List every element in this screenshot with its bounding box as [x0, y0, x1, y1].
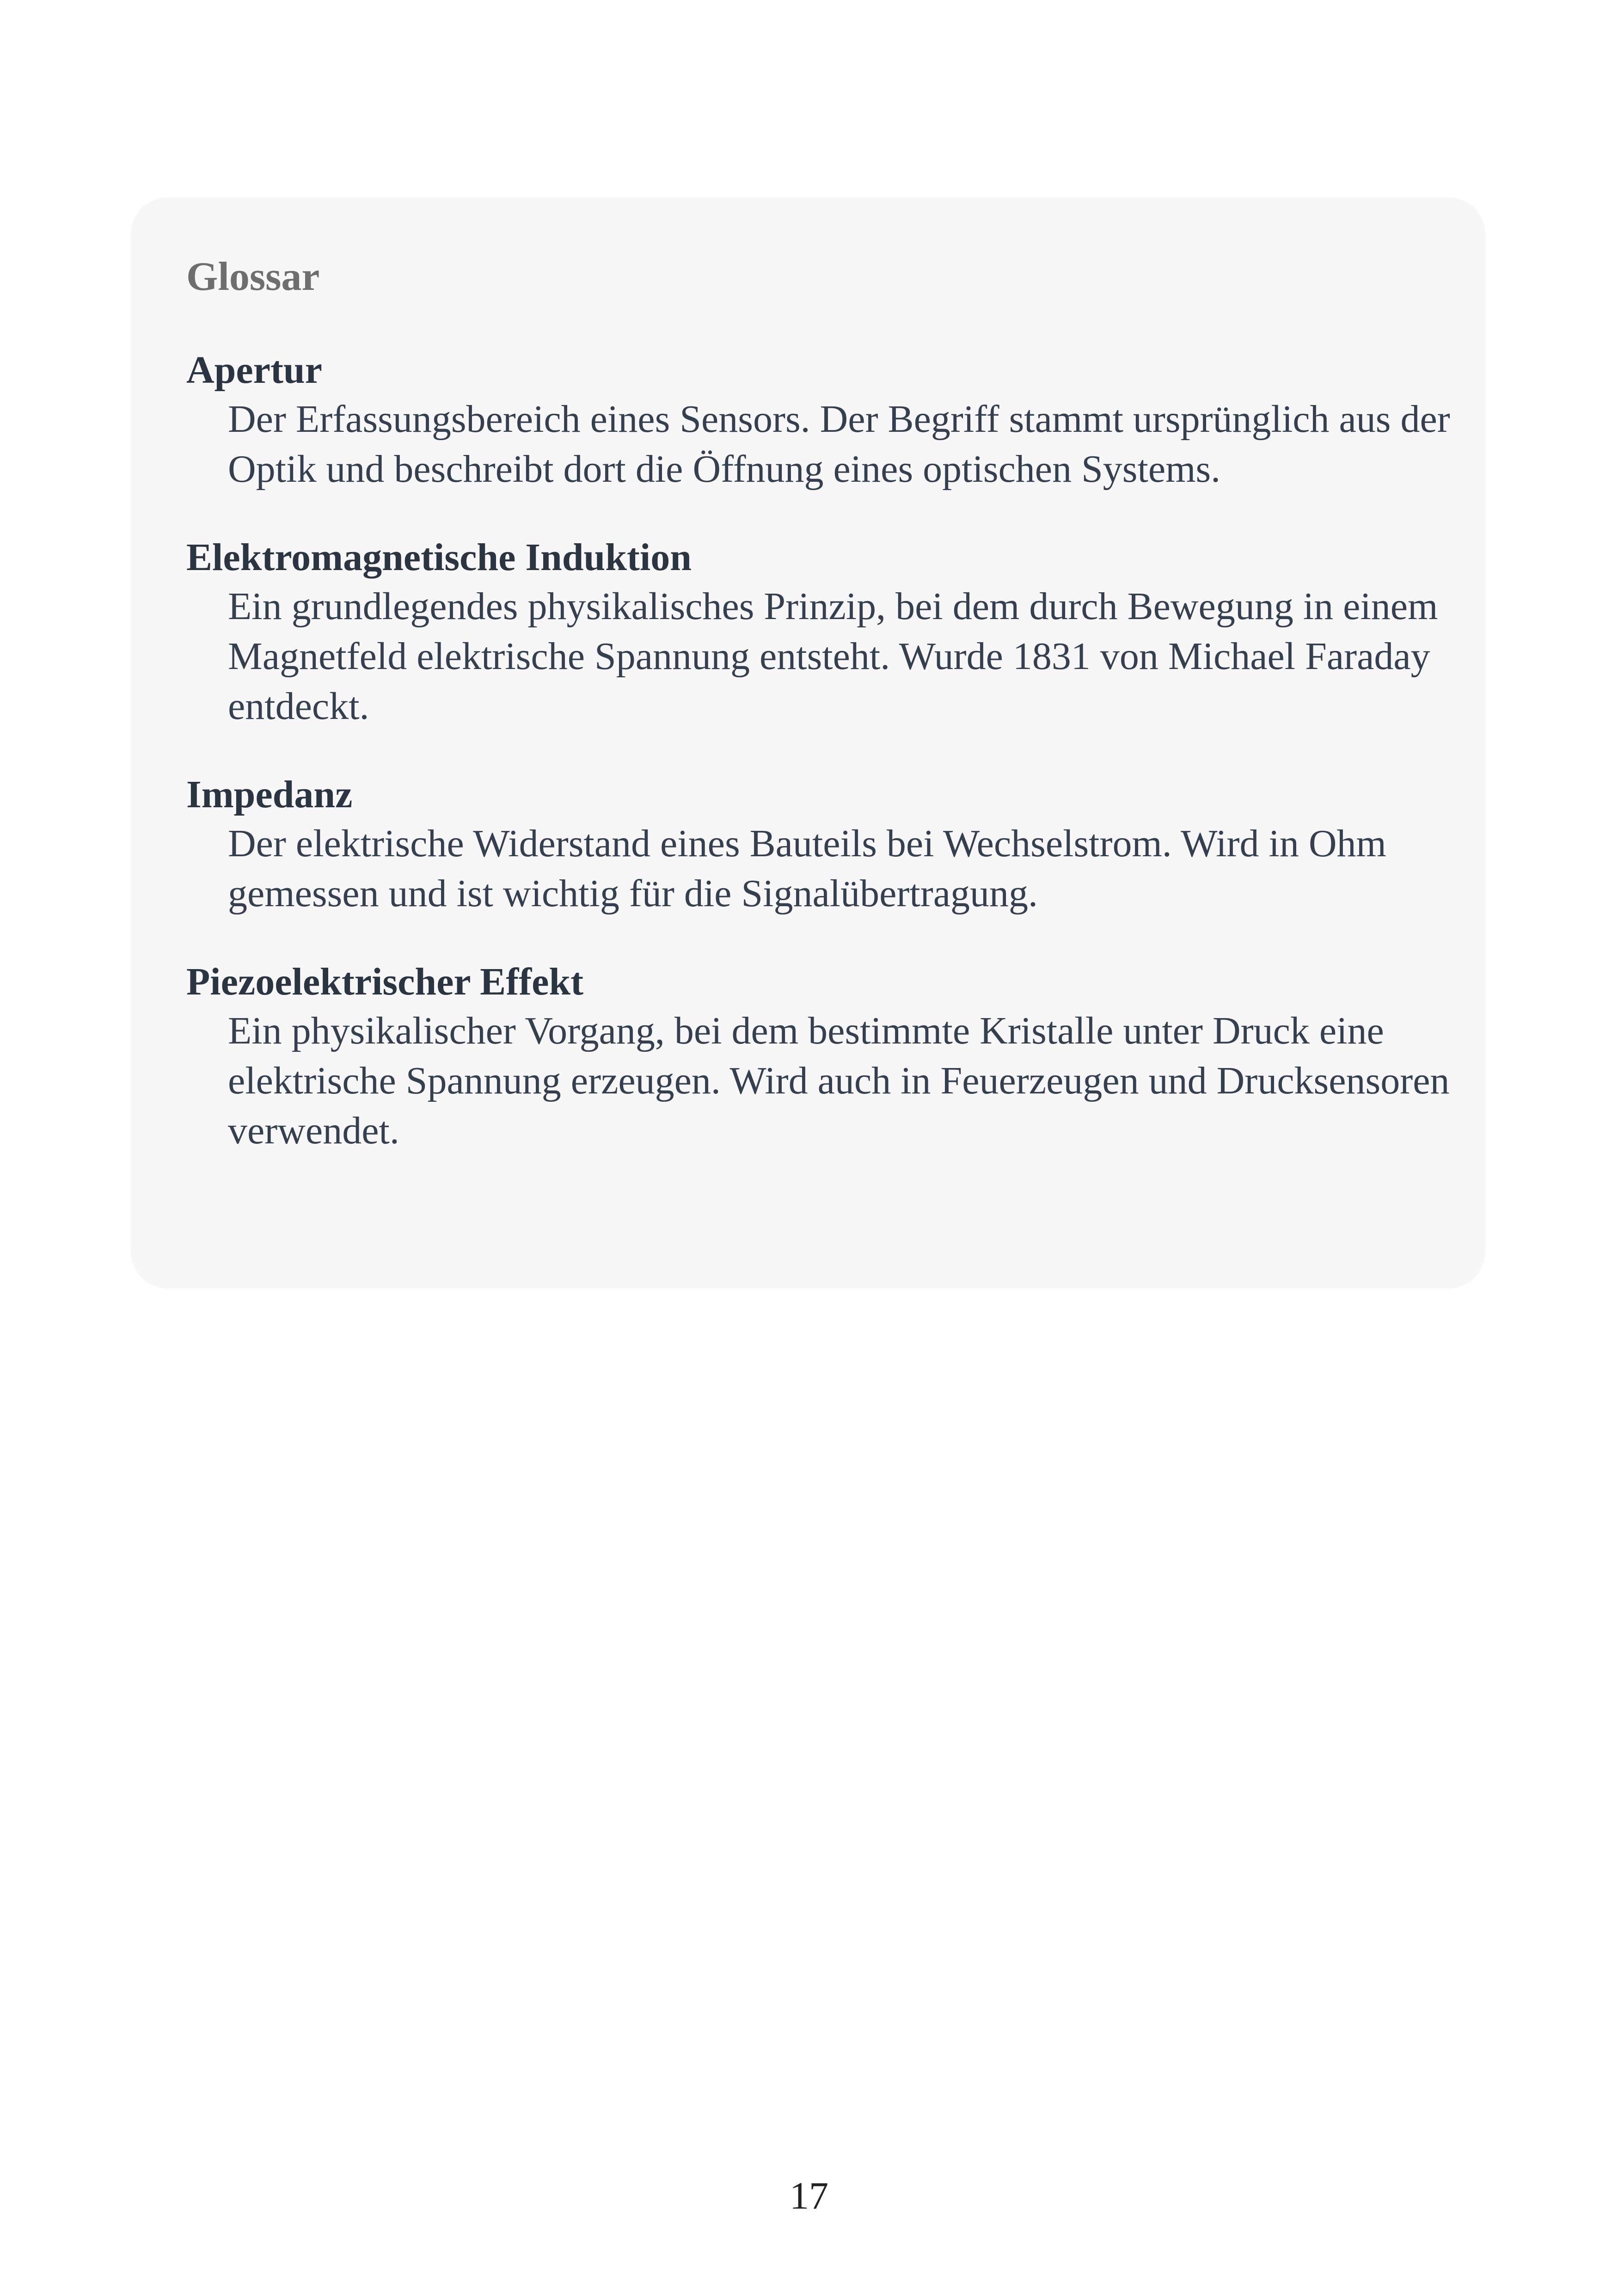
page-number: 17	[790, 2174, 828, 2217]
glossary-definition: Der Erfassungsbereich eines Sensors. Der Begriff stammt ursprünglich aus der Optik und beschreibt dort die Öffnung eines optischen Systems.	[228, 398, 1450, 491]
glossary-entry	[186, 771, 1430, 919]
glossary-entry	[186, 958, 1450, 1156]
glossary-term: Apertur	[186, 349, 322, 392]
glossary-term: Piezoelektrischer Effekt	[186, 960, 584, 1003]
glossary-box	[131, 197, 1485, 1289]
glossary-definition: Ein grundlegendes physikalisches Prinzip, bei dem durch Bewegung in einem Magnetfeld elektrische Spannung entsteht. Wurde 1831 von Michael Faraday entdeckt.	[228, 585, 1438, 728]
glossary-definition: Ein physikalischer Vorgang, bei dem bestimmte Kristalle unter Druck eine elektrische Spannung erzeugen. Wird auch in Feuerzeugen und Drucksensoren verwendet.	[228, 1009, 1450, 1152]
glossary-definition: Der elektrische Widerstand eines Bauteils bei Wechselstrom. Wird in Ohm gemessen und ist wichtig für die Signalübertragung.	[228, 822, 1386, 915]
glossary-heading: Glossar	[186, 254, 320, 299]
glossary-term: Elektromagnetische Induktion	[186, 536, 692, 579]
glossary-term: Impedanz	[186, 773, 353, 816]
glossary-entry	[186, 346, 1450, 494]
glossary-entry	[186, 534, 1438, 731]
